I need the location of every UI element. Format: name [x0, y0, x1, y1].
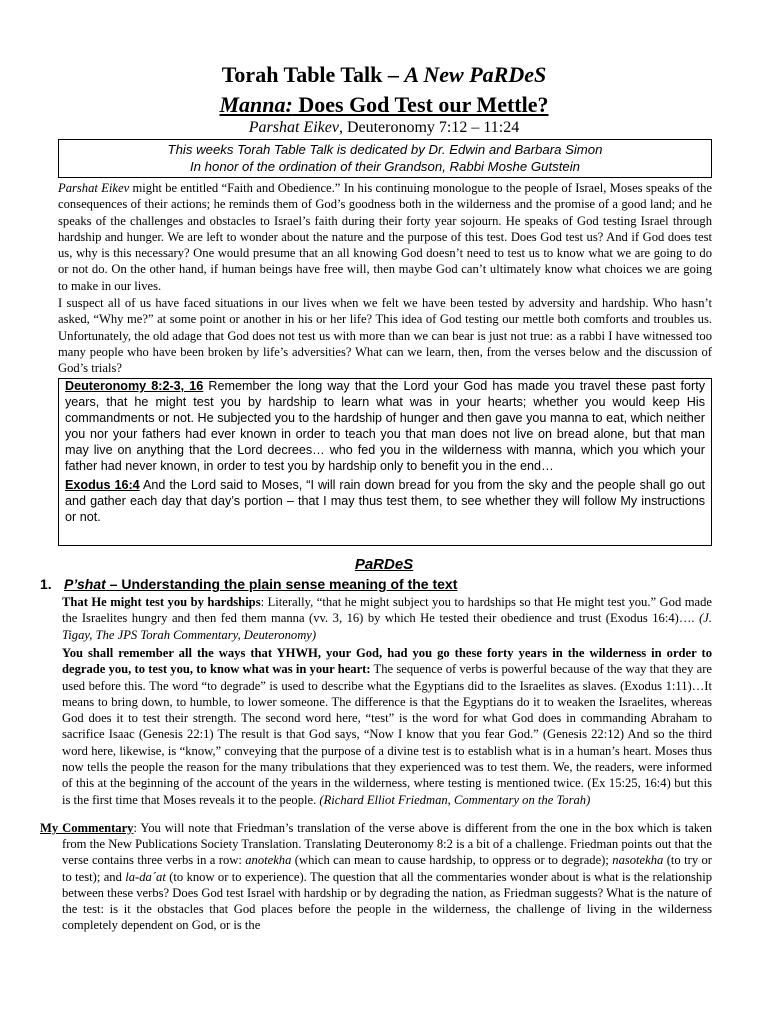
deuteronomy-ref: Deuteronomy 8:2-3, 16 — [65, 379, 204, 393]
title-plain: Torah Table Talk – — [221, 62, 405, 87]
page-title — [0, 62, 768, 88]
my-commentary — [40, 820, 712, 933]
friedman-lemma: You shall remember all the ways that YHWH, your God, had you go these forty years in the wilderness in order to degrade you, to test you, to know what was in your heart: — [62, 646, 712, 677]
intro-paragraph-1 — [58, 180, 712, 294]
pshat-commentary-tigay — [62, 594, 712, 643]
deuteronomy-quote — [65, 379, 705, 474]
title-italic: A New PaRDeS — [404, 62, 547, 87]
my-commentary-text-3: (to try or to test); and — [62, 853, 713, 884]
term-nasotekha: nasotekha — [612, 853, 664, 868]
exodus-ref: Exodus 16:4 — [65, 478, 140, 493]
page-subtitle — [0, 92, 768, 118]
my-commentary-text-2: (which can mean to cause hardship, to oppress or to degrade); — [291, 853, 613, 868]
section-label: P’shat — [64, 576, 106, 592]
dedication-box — [58, 139, 712, 178]
deuteronomy-text: Remember the long way that the Lord your God has made you travel these past forty years, that he might test you by hardship to learn what was in your hearts; whether you would keep His commandments or not. He subjected you to the hardship of hunger and then gave you manna to eat, which neither you nor your fathers had ever known in order to teach you that man does not live on bread alone, but that man may live on anything that the Lord decrees… who fed you in the wilderness with manna, which you which your father had never known, in order to test you by hardship only to benefit you in the end… — [65, 379, 705, 473]
pardes-heading: PaRDeS — [354, 556, 414, 573]
parsha-verses: , Deuteronomy 7:12 – 11:24 — [338, 119, 520, 136]
friedman-source: (Richard Elliot Friedman, Commentary on the Torah) — [319, 792, 591, 807]
subtitle-plain: Does God Test our Mettle? — [292, 92, 549, 117]
dedication-line-1: This weeks Torah Table Talk is dedicated by Dr. Edwin and Barbara Simon — [167, 142, 603, 157]
intro-paragraph-2 — [58, 295, 712, 376]
my-commentary-label: My Commentary — [40, 821, 134, 835]
parsha-reference — [0, 118, 768, 138]
subtitle-italic: Manna: — [219, 92, 293, 117]
tigay-source: (J. Tigay, The JPS Torah Commentary, Deuteronomy) — [62, 611, 712, 642]
term-ladaat: la-da´at — [125, 869, 166, 884]
term-anotekha: anotekha — [245, 853, 292, 868]
my-commentary-text-4: (to know or to experience). The question that all the commentaries wonder about is what is the relationship between these verbs? Does God test Israel with hardship or by degrading the nation, as Friedman suggests? What is the nature of the test: is it the obstacles that God places before the people in the wilderness, the challenge of living in the wilderness completely dependent on God, or is the — [62, 869, 712, 933]
parsha-name: Parshat Eikev — [248, 119, 339, 136]
intro-parsha-italic: Parshat Eikev — [58, 181, 130, 195]
exodus-text: And the Lord said to Moses, “I will rain down bread for you from the sky and the people shall go out and gather each day that day’s portion – that I may thus test them, to see whether they will follow My instructions or not. — [65, 478, 705, 525]
section-heading-pshat — [40, 575, 720, 593]
tigay-lemma: That He might test you by hardships — [62, 595, 261, 609]
intro-p2-text: I suspect all of us have faced situations in our lives when we felt we have been tested by adversity and hardship. Who hasn’t asked, “Why me?” at some point or another in his or her life? This idea of God testing our mettle both comforts and troubles us. Unfortunately, the old adage that God does not test us with more than we can bear is just not true: as a rabbi I have witnessed too many people who have been broken by life’s adversities? What can we learn, then, from the verses below and the discussion of God’s trials? — [58, 296, 712, 376]
exodus-quote — [65, 478, 705, 526]
section-number: 1. — [40, 576, 52, 592]
tigay-text: : Literally, “that he might subject you to hardships so that He might test you.” God made the Israelites hungry and then fed them manna (vv. 3, 16) by which He tested their obedience and trust (Exodus 16:4)…. — [62, 595, 712, 626]
dedication-line-2: In honor of the ordination of their Grandson, Rabbi Moshe Gutstein — [190, 159, 580, 174]
friedman-text: The sequence of verbs is powerful because of the way that they are used before this. The word “to degrade” is used to describe what the Egyptians did to the Israelites as slaves. (Exodus 1:11)…It means to bring down, to humble, to lower someone. The difference is that the Egyptians do it to weaken the Israelites, whereas God does it to test their strength. The second word here, “test” is the word for what God does in commanding Abraham to sacrifice Isaac (Genesis 22:1) The result is that God says, “Now I know that you fear God.” (Genesis 22:12) And so the third word here, likewise, is “know,” conveying that the purpose of a divine test is to establish what is in a human’s heart. Moses thus now tells the people the reason for the many tribulations that they experienced was to test them. We, the readers, were informed of this at the beginning of the account of the years in the wilderness, where testing is mentioned twice. (Ex 15:25, 16:4) but this is the first time that Moses reveals it to the people. — [62, 662, 713, 807]
section-heading-text: – Understanding the plain sense meaning of the text — [105, 576, 458, 592]
intro-p1-text: might be entitled “Faith and Obedience.” In his continuing monologue to the people of Israel, Moses speaks of the consequences of their actions; he reminds them of God’s goodness both in the wilderness and the promise of a good land; and he speaks of the challenges and obstacles to Israel’s faith during their forty year sojourn. He speaks of God testing Israel through hardship and hunger. We are left to wonder about the nature and the purpose of this test. Does God test us? And if God does test us, why is this necessary? One would presume that an all knowing God doesn’t need to test us to know what we are going to do or not do. On the other hand, if human beings have free will, then maybe God can’t ultimately know what choices we are going to make in our lives. — [58, 181, 712, 293]
pshat-commentary-friedman — [62, 645, 712, 808]
my-commentary-text-1: : You will note that Friedman’s translation of the verse above is different from the one in the box which is taken from the New Publications Society Translation. Translating Deuteronomy 8:2 is a bit of a challenge. Friedman points out that the verse contains three verbs in a row: — [62, 821, 712, 868]
source-verses-box — [58, 378, 712, 546]
